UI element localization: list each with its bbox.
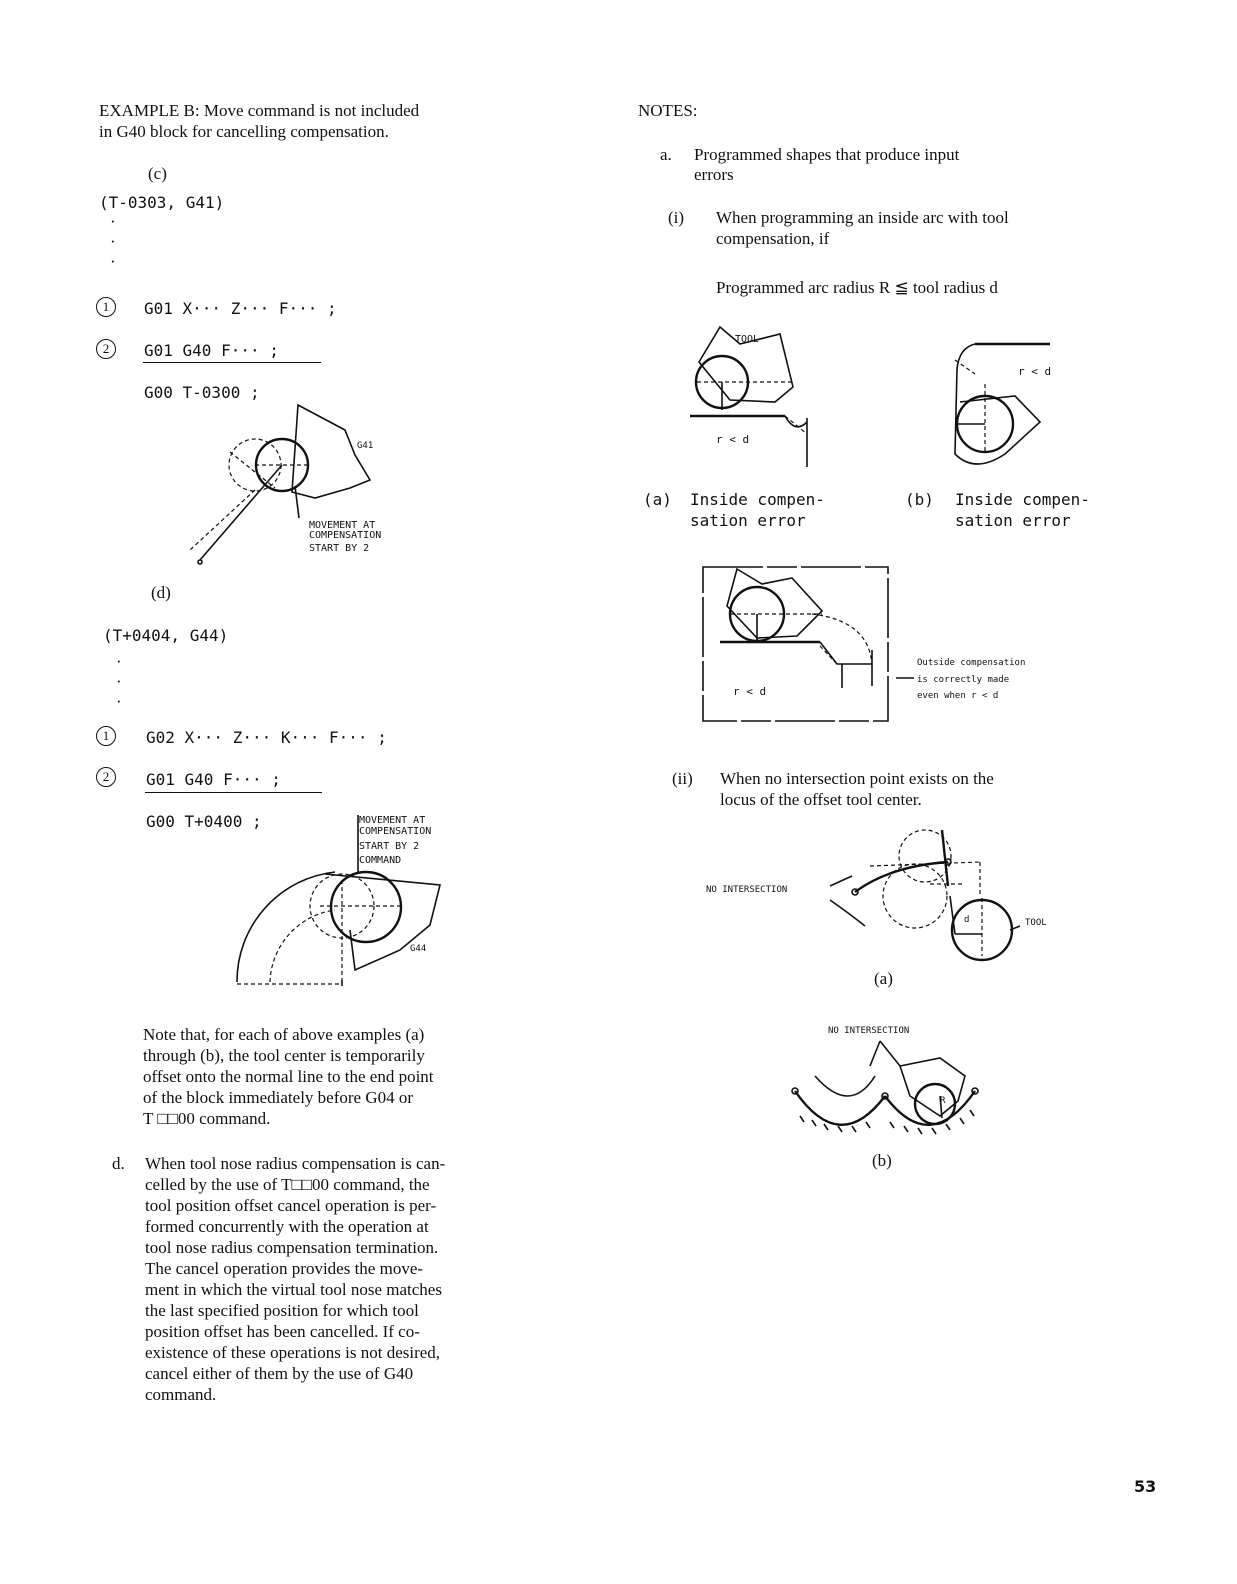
box-note-line3: even when r < d <box>917 691 999 701</box>
figure-ii-a-caption: (a) <box>874 969 893 988</box>
step-1-marker: 1 <box>96 297 116 317</box>
figure-c-note-line2: COMPENSATION <box>309 530 382 541</box>
figure-ii-b-no-intersection: NO INTERSECTION <box>828 1026 910 1036</box>
step-2-marker: 2 <box>96 339 116 359</box>
caption-a-letter: (a) <box>643 490 672 509</box>
example-c-label: (c) <box>148 164 167 183</box>
ellipsis-dots: · · · <box>110 212 116 271</box>
item-d-line: cancel either of them by the use of G40 <box>145 1364 414 1383</box>
note-a-letter: a. <box>660 145 672 164</box>
item-d-line: position offset has been cancelled. If co- <box>145 1322 420 1341</box>
figure-c-note-line3: START BY 2 <box>309 543 370 554</box>
note-a-line1: Programmed shapes that produce input <box>694 145 960 164</box>
figure-i-a-tool-label: TOOL <box>735 334 760 345</box>
example-d-header: (T+0404, G44) <box>103 626 229 645</box>
caption-b-letter: (b) <box>905 490 934 509</box>
caption-b-line1: Inside compen- <box>955 490 1090 509</box>
figure-ii-a-no-intersection: NO INTERSECTION <box>706 885 788 895</box>
example-d-step2: G01 G40 F··· ; <box>146 770 281 789</box>
item-d-paragraph <box>145 1153 445 1405</box>
item-d-letter: d. <box>112 1154 125 1173</box>
item-d-line: tool position offset cancel operation is per- <box>145 1196 437 1215</box>
underline <box>145 792 322 793</box>
item-d-line: ment in which the virtual tool nose matches <box>145 1280 442 1299</box>
figure-d-note-line4: COMMAND <box>359 855 402 866</box>
example-b-heading-line1: EXAMPLE B: Move command is not included <box>99 101 420 120</box>
note-line: offset onto the normal line to the end point <box>143 1067 434 1086</box>
example-d-step1: G02 X··· Z··· K··· F··· ; <box>146 728 387 747</box>
note-i-number: (i) <box>668 208 685 227</box>
figure-ii-a-d-label: d <box>964 915 970 925</box>
figure-ii-b-r-label: R <box>940 1096 946 1106</box>
example-c-step1: G01 X··· Z··· F··· ; <box>144 299 337 318</box>
box-note-line1: Outside compensation <box>917 658 1026 668</box>
item-d-line: tool nose radius compensation termination. <box>145 1238 439 1257</box>
figure-d-g44-label: G44 <box>410 944 427 954</box>
item-d-line: command. <box>145 1385 217 1404</box>
note-line: T □□00 command. <box>143 1109 271 1128</box>
example-b-heading-line2: in G40 block for cancelling compensation. <box>99 122 389 141</box>
caption-b-line2: sation error <box>955 511 1071 530</box>
note-ii-line2: locus of the offset tool center. <box>720 790 922 809</box>
caption-a-line2: sation error <box>690 511 806 530</box>
item-d-line: When tool nose radius compensation is can- <box>145 1154 446 1173</box>
example-c-step3: G00 T-0300 ; <box>144 383 260 402</box>
figure-ii-b-diagram <box>790 1036 990 1136</box>
figure-i-b-rd-label: r < d <box>1018 365 1052 378</box>
figure-ii-a-diagram <box>830 826 1030 966</box>
item-d-line: celled by the use of T□□00 command, the <box>145 1175 430 1194</box>
figure-c-g41-label: G41 <box>357 441 374 451</box>
step-1-marker: 1 <box>96 726 116 746</box>
figure-d-diagram <box>225 810 485 1005</box>
example-c-header: (T-0303, G41) <box>99 193 225 212</box>
underline <box>143 362 321 363</box>
note-a-line2: errors <box>694 165 734 184</box>
item-d-line: existence of these operations is not desired, <box>145 1343 441 1362</box>
figure-d-note-line3: START BY 2 <box>359 841 420 852</box>
item-d-line: formed concurrently with the operation at <box>145 1217 429 1236</box>
example-d-step3: G00 T+0400 ; <box>146 812 262 831</box>
step-2-marker: 2 <box>96 767 116 787</box>
ellipsis-dots: · · · <box>116 652 122 711</box>
notes-title: NOTES: <box>638 101 698 120</box>
page-number: 53 <box>1134 1477 1157 1496</box>
caption-a-line1: Inside compen- <box>690 490 825 509</box>
example-d-label: (d) <box>151 583 171 602</box>
figure-ii-b-caption: (b) <box>872 1151 892 1170</box>
item-d-line: The cancel operation provides the move- <box>145 1259 424 1278</box>
figure-d-note-line2: COMPENSATION <box>359 826 432 837</box>
box-note-leader <box>896 676 916 680</box>
note-line: Note that, for each of above examples (a) <box>143 1025 425 1044</box>
figure-d-note-line1: MOVEMENT AT <box>359 815 426 826</box>
figure-i-b-diagram <box>945 334 1055 474</box>
note-i-line2: compensation, if <box>716 229 830 248</box>
figure-c-note-line1: MOVEMENT AT <box>309 520 376 531</box>
note-i-line1: When programming an inside arc with tool <box>716 208 1009 227</box>
example-c-step2: G01 G40 F··· ; <box>144 341 279 360</box>
note-paragraph <box>143 1024 434 1129</box>
item-d-line: the last specified position for which tool <box>145 1301 419 1320</box>
box-note-line2: is correctly made <box>917 675 1010 685</box>
note-i-condition: Programmed arc radius R ≦ tool radius d <box>716 278 998 297</box>
figure-ii-a-tool-label: TOOL <box>1025 918 1047 928</box>
note-line: through (b), the tool center is temporarily <box>143 1046 425 1065</box>
outside-compensation-diagram <box>702 566 892 724</box>
note-line: of the block immediately before G04 or <box>143 1088 414 1107</box>
note-ii-number: (ii) <box>672 769 693 788</box>
figure-i-a-rd-label: r < d <box>716 433 750 446</box>
box-rd-label: r < d <box>733 685 767 698</box>
note-ii-line1: When no intersection point exists on the <box>720 769 994 788</box>
